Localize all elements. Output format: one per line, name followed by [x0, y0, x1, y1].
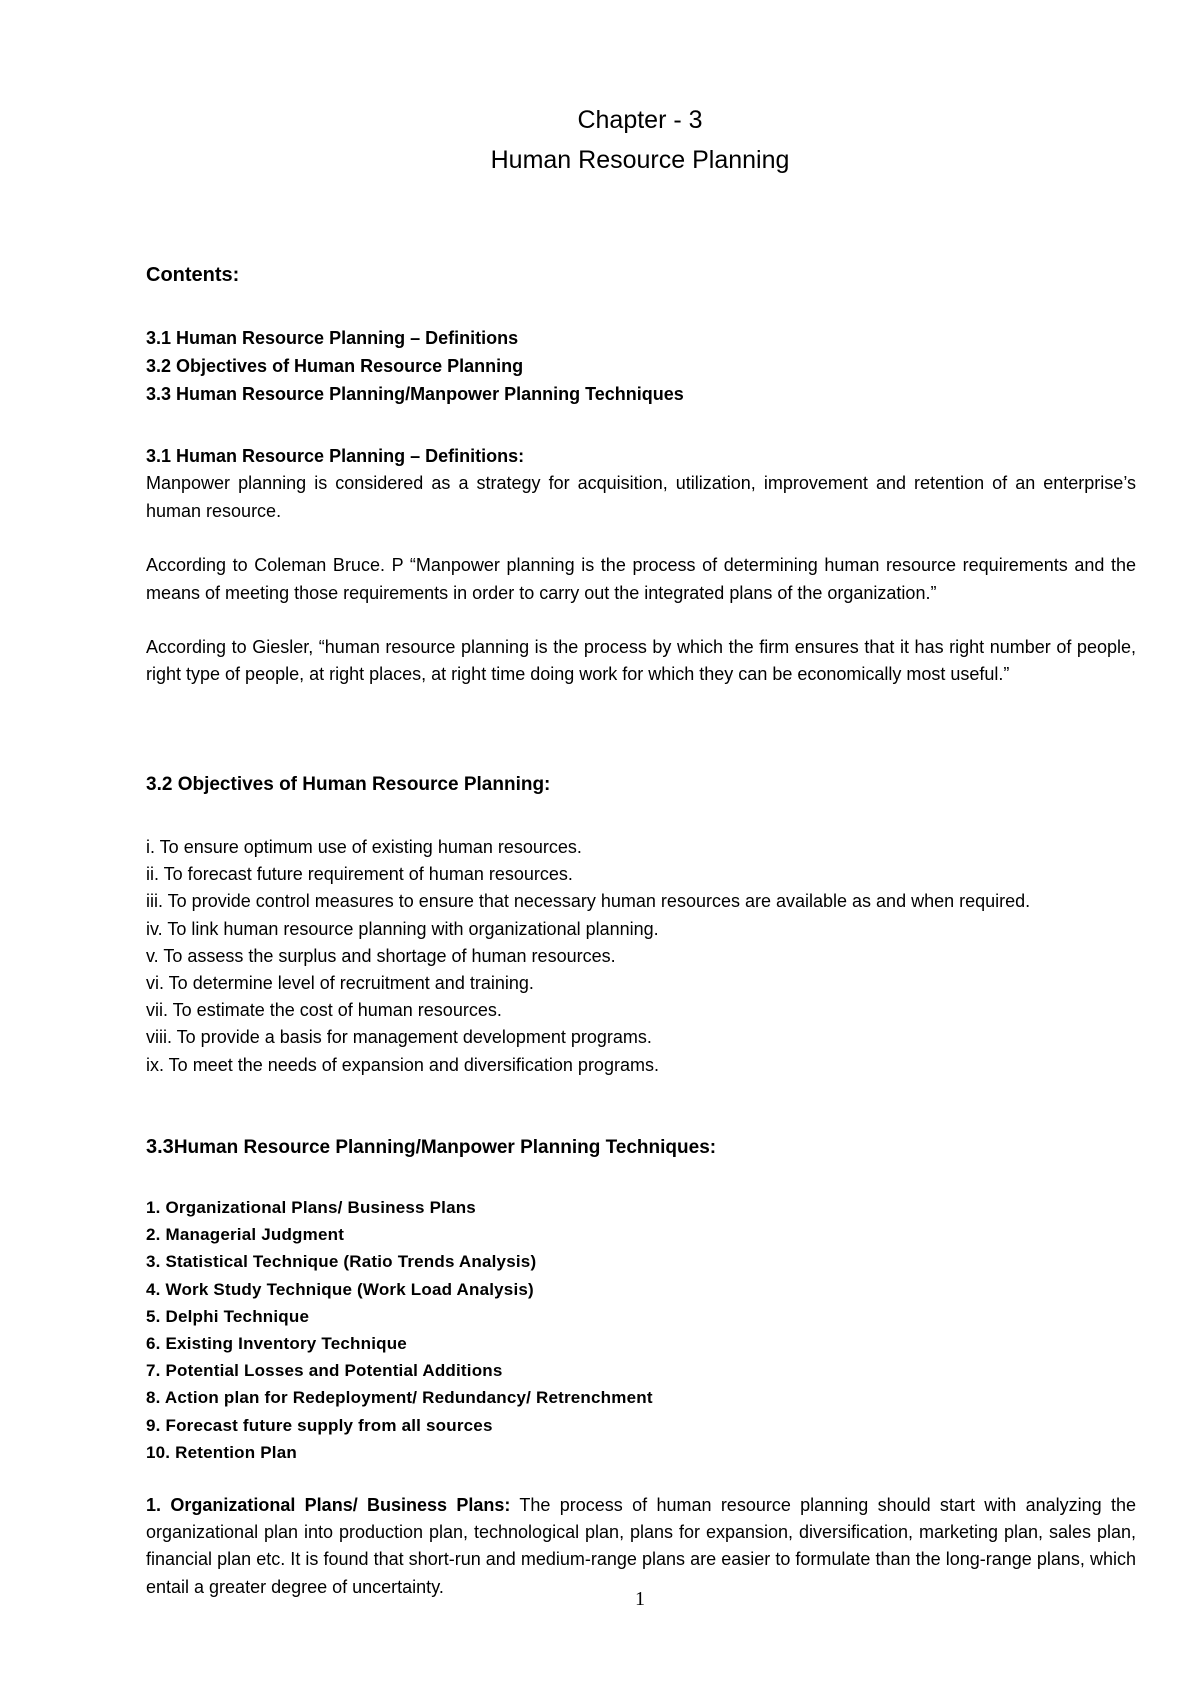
list-item: i. To ensure optimum use of existing human resources.	[146, 837, 582, 857]
list-item: 4. Work Study Technique (Work Load Analysis)	[146, 1279, 534, 1299]
contents-heading: Contents:	[146, 264, 240, 286]
paragraph-lead: 1. Organizational Plans/ Business Plans:	[146, 1495, 511, 1515]
organizational-plans-paragraph	[146, 1492, 1136, 1601]
section-3-3-title: Human Resource Planning/Manpower Planning Techniques:	[173, 1137, 717, 1158]
section-3-1	[146, 443, 1136, 689]
list-item: 3. Statistical Technique (Ratio Trends Analysis)	[146, 1252, 537, 1272]
list-item: v. To assess the surplus and shortage of human resources.	[146, 945, 616, 966]
list-item: 1. Organizational Plans/ Business Plans	[146, 1198, 476, 1217]
list-item: 7. Potential Losses and Potential Additions	[146, 1361, 503, 1381]
paragraph-body: The process of human resource planning should start with analyzing the organizational plan into production plan, technological plan, plans for expansion, diversification, marketing plan, sales plan, financial plan etc. It is found that short-run and medium-range plans are easier to formulate than the long-range plans, which entail a greater degree of uncertainty.	[146, 1495, 1137, 1597]
definition-paragraph: Manpower planning is considered as a strategy for acquisition, utilization, improvement and retention of an enterprise’s human resource.	[146, 473, 1136, 521]
objectives-list	[146, 834, 1136, 1079]
page-number: 1	[635, 1588, 645, 1610]
chapter-title: Human Resource Planning	[490, 146, 790, 174]
list-item: 10. Retention Plan	[146, 1442, 297, 1462]
list-item: 8. Action plan for Redeployment/ Redundancy/ Retrenchment	[146, 1388, 653, 1408]
list-item: iv. To link human resource planning with organizational planning.	[146, 918, 659, 939]
toc-item: 3.2 Objectives of Human Resource Planning	[146, 356, 524, 376]
section-3-3-number: 3.3	[146, 1136, 174, 1158]
list-item: vi. To determine level of recruitment and training.	[146, 973, 534, 994]
toc-item: 3.1 Human Resource Planning – Definitions	[146, 328, 519, 348]
list-item: ix. To meet the needs of expansion and diversification programs.	[146, 1054, 659, 1075]
definition-paragraph: According to Coleman Bruce. P “Manpower planning is the process of determining human resource requirements and the means of meeting those requirements in order to carry out the integrated plans of the organization.”	[146, 555, 1136, 603]
chapter-title-block	[0, 100, 1200, 180]
list-item: iii. To provide control measures to ensure that necessary human resources are available as and when required.	[146, 891, 1031, 912]
list-item: 9. Forecast future supply from all sources	[146, 1415, 493, 1435]
toc-item: 3.3 Human Resource Planning/Manpower Planning Techniques	[146, 384, 684, 404]
section-3-3-heading	[146, 1136, 716, 1159]
list-item: 2. Managerial Judgment	[146, 1225, 345, 1245]
techniques-list	[146, 1194, 653, 1466]
list-item: vii. To estimate the cost of human resources.	[146, 1000, 502, 1021]
definition-paragraph: According to Giesler, “human resource planning is the process by which the firm ensures that it has right number of people, right type of people, at right places, at right time doing work for which they can be economically most useful.”	[146, 637, 1136, 685]
chapter-number: Chapter - 3	[577, 106, 703, 134]
list-item: viii. To provide a basis for management development programs.	[146, 1027, 652, 1048]
section-3-1-heading: 3.1 Human Resource Planning – Definitions:	[146, 446, 525, 466]
list-item: 5. Delphi Technique	[146, 1306, 310, 1326]
section-3-2-heading: 3.2 Objectives of Human Resource Planning:	[146, 774, 551, 795]
list-item: ii. To forecast future requirement of human resources.	[146, 864, 573, 885]
list-item: 6. Existing Inventory Technique	[146, 1334, 407, 1354]
table-of-contents	[146, 324, 684, 408]
